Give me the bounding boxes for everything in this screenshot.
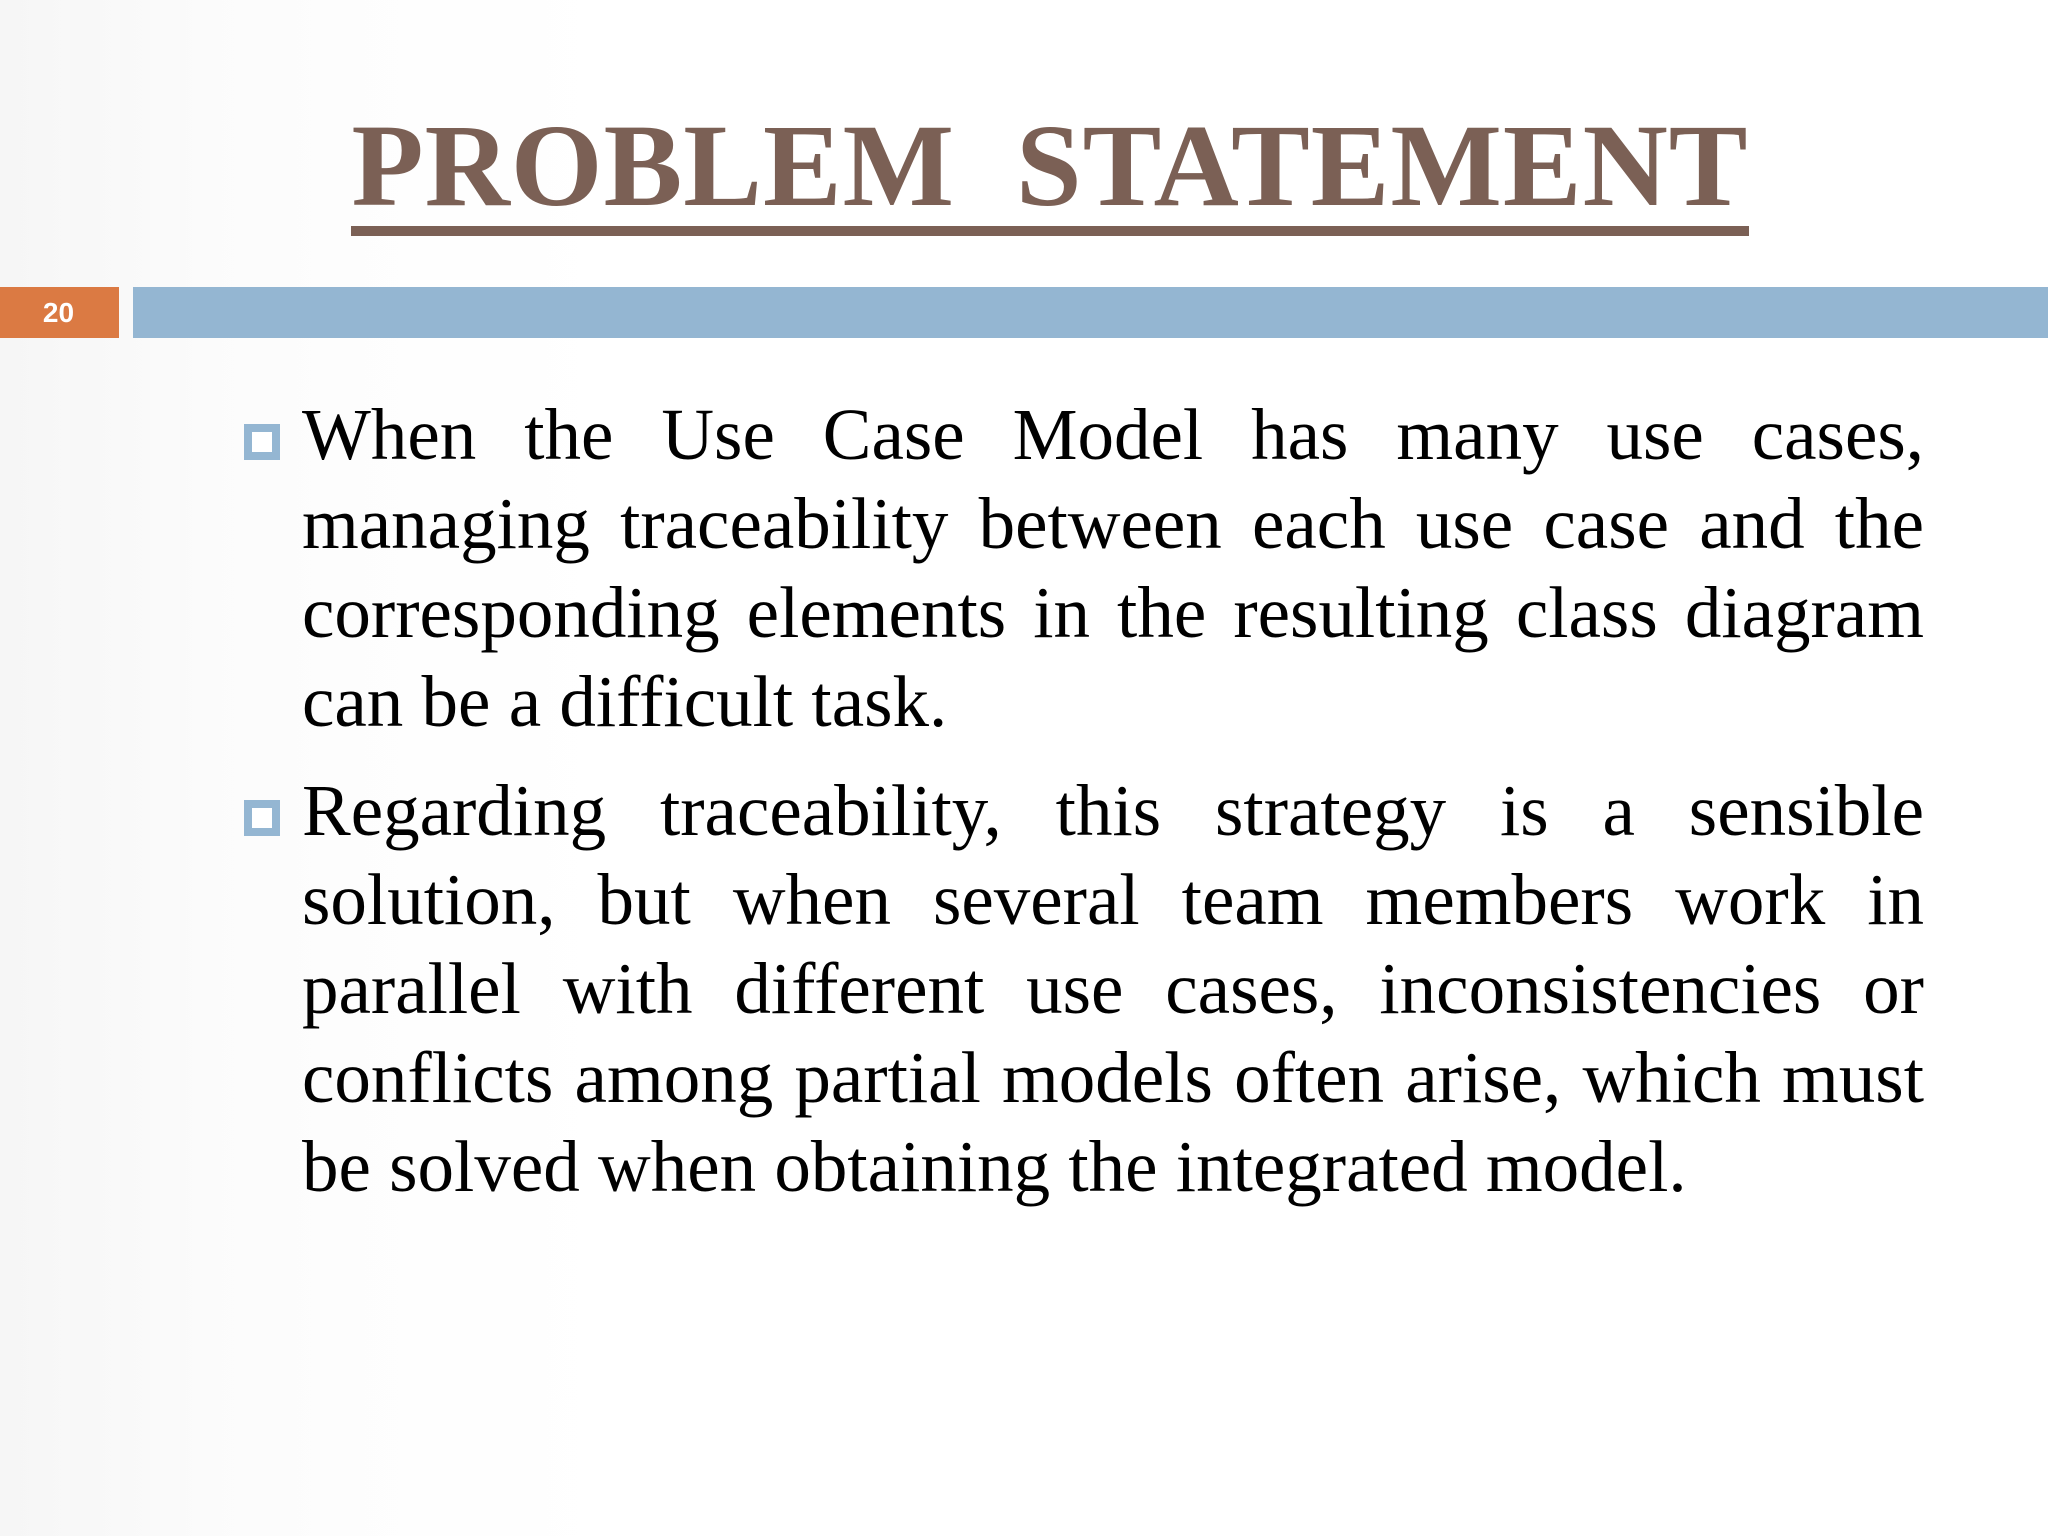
bullet-text: When the Use Case Model has many use cases, managing traceability between each use case and the corresponding elements in the resulting class diagram can be a difficult task. xyxy=(302,394,1924,742)
bullet-item xyxy=(242,390,1924,746)
slide-number-badge: 20 xyxy=(0,287,119,338)
slide-title xyxy=(0,96,2048,236)
square-bullet-icon xyxy=(244,424,280,460)
bullet-item xyxy=(242,766,1924,1211)
bullet-text: Regarding traceability, this strategy is a sensible solution, but when several team members work in parallel with different use cases, inconsistencies or conflicts among partial models often arise, which must be solved when obtaining the integrated model. xyxy=(302,770,1924,1207)
square-bullet-icon xyxy=(244,800,280,836)
header-rule-bar xyxy=(133,287,2048,338)
slide-title-text: PROBLEM STATEMENT xyxy=(351,106,1748,236)
bullet-list xyxy=(242,390,1924,1231)
